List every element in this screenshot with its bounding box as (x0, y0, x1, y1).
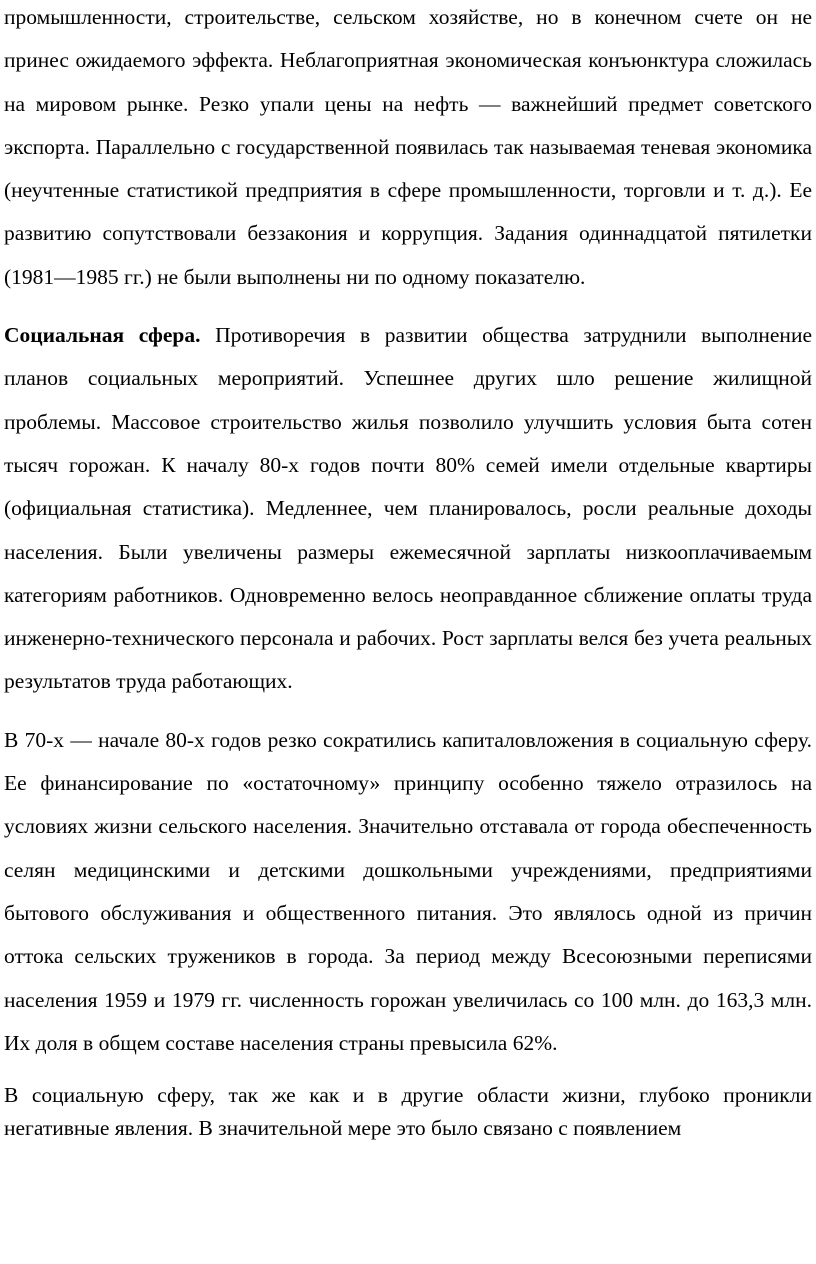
document-page (4, 0, 812, 1145)
paragraph-social-sphere (4, 314, 812, 704)
paragraph-text: В 70-х — начале 80-х годов резко сократились капиталовложения в социальную сферу. Ее финансирование по «остаточному» принципу особенно тяжело отразилось на условиях жизни сельского населения. Значительно отставала от города обеспеченность селян медицинскими и детскими дошкольными учреждениями, предприятиями бытового обслуживания и общественного питания. Это являлось одной из причин оттока сельских тружеников в города. За период между Всесоюзными переписями населения 1959 и 1979 гг. численность горожан увеличилась со 100 млн. до 163,3 млн. Их доля в общем составе населения страны превысила 62%. (4, 727, 812, 1055)
paragraph-text: Противоречия в развитии общества затруднили выполнение планов социальных мероприятий. Успешнее других шло решение жилищной проблемы. Массовое строительство жилья позволило улучшить условия быта сотен тысяч горожан. К началу 80-х годов почти 80% семей имели отдельные квартиры (официальная статистика). Медленнее, чем планировалось, росли реальные доходы населения. Были увеличены размеры ежемесячной зарплаты низкооплачиваемым категориям работников. Одновременно велось неоправданное сближение оплаты труда инженерно-технического персонала и рабочих. Рост зарплаты велся без учета реальных результатов труда работающих. (4, 323, 812, 694)
paragraph-economy (4, 0, 812, 299)
paragraph-investment (4, 719, 812, 1065)
paragraph-negative-phenomena (4, 1079, 812, 1145)
paragraph-text: промышленности, строительстве, сельском хозяйстве, но в конечном счете он не принес ожидаемого эффекта. Неблагоприятная экономическая конъюнктура сложилась на мировом рынке. Резко упали цены на нефть — важнейший предмет советского экспорта. Параллельно с государственной появилась так называемая теневая экономика (неучтенные статистикой предприятия в сфере промышленности, торговли и т. д.). Ее развитию сопутствовали беззакония и коррупция. Задания одиннадцатой пятилетки (1981—1985 гг.) не были выполнены ни по одному показателю. (4, 5, 812, 289)
paragraph-text: В социальную сферу, так же как и в другие области жизни, глубоко проникли негативные явления. В значительной мере это было связано с появлением (4, 1083, 812, 1141)
section-heading: Социальная сфера. (4, 323, 201, 348)
